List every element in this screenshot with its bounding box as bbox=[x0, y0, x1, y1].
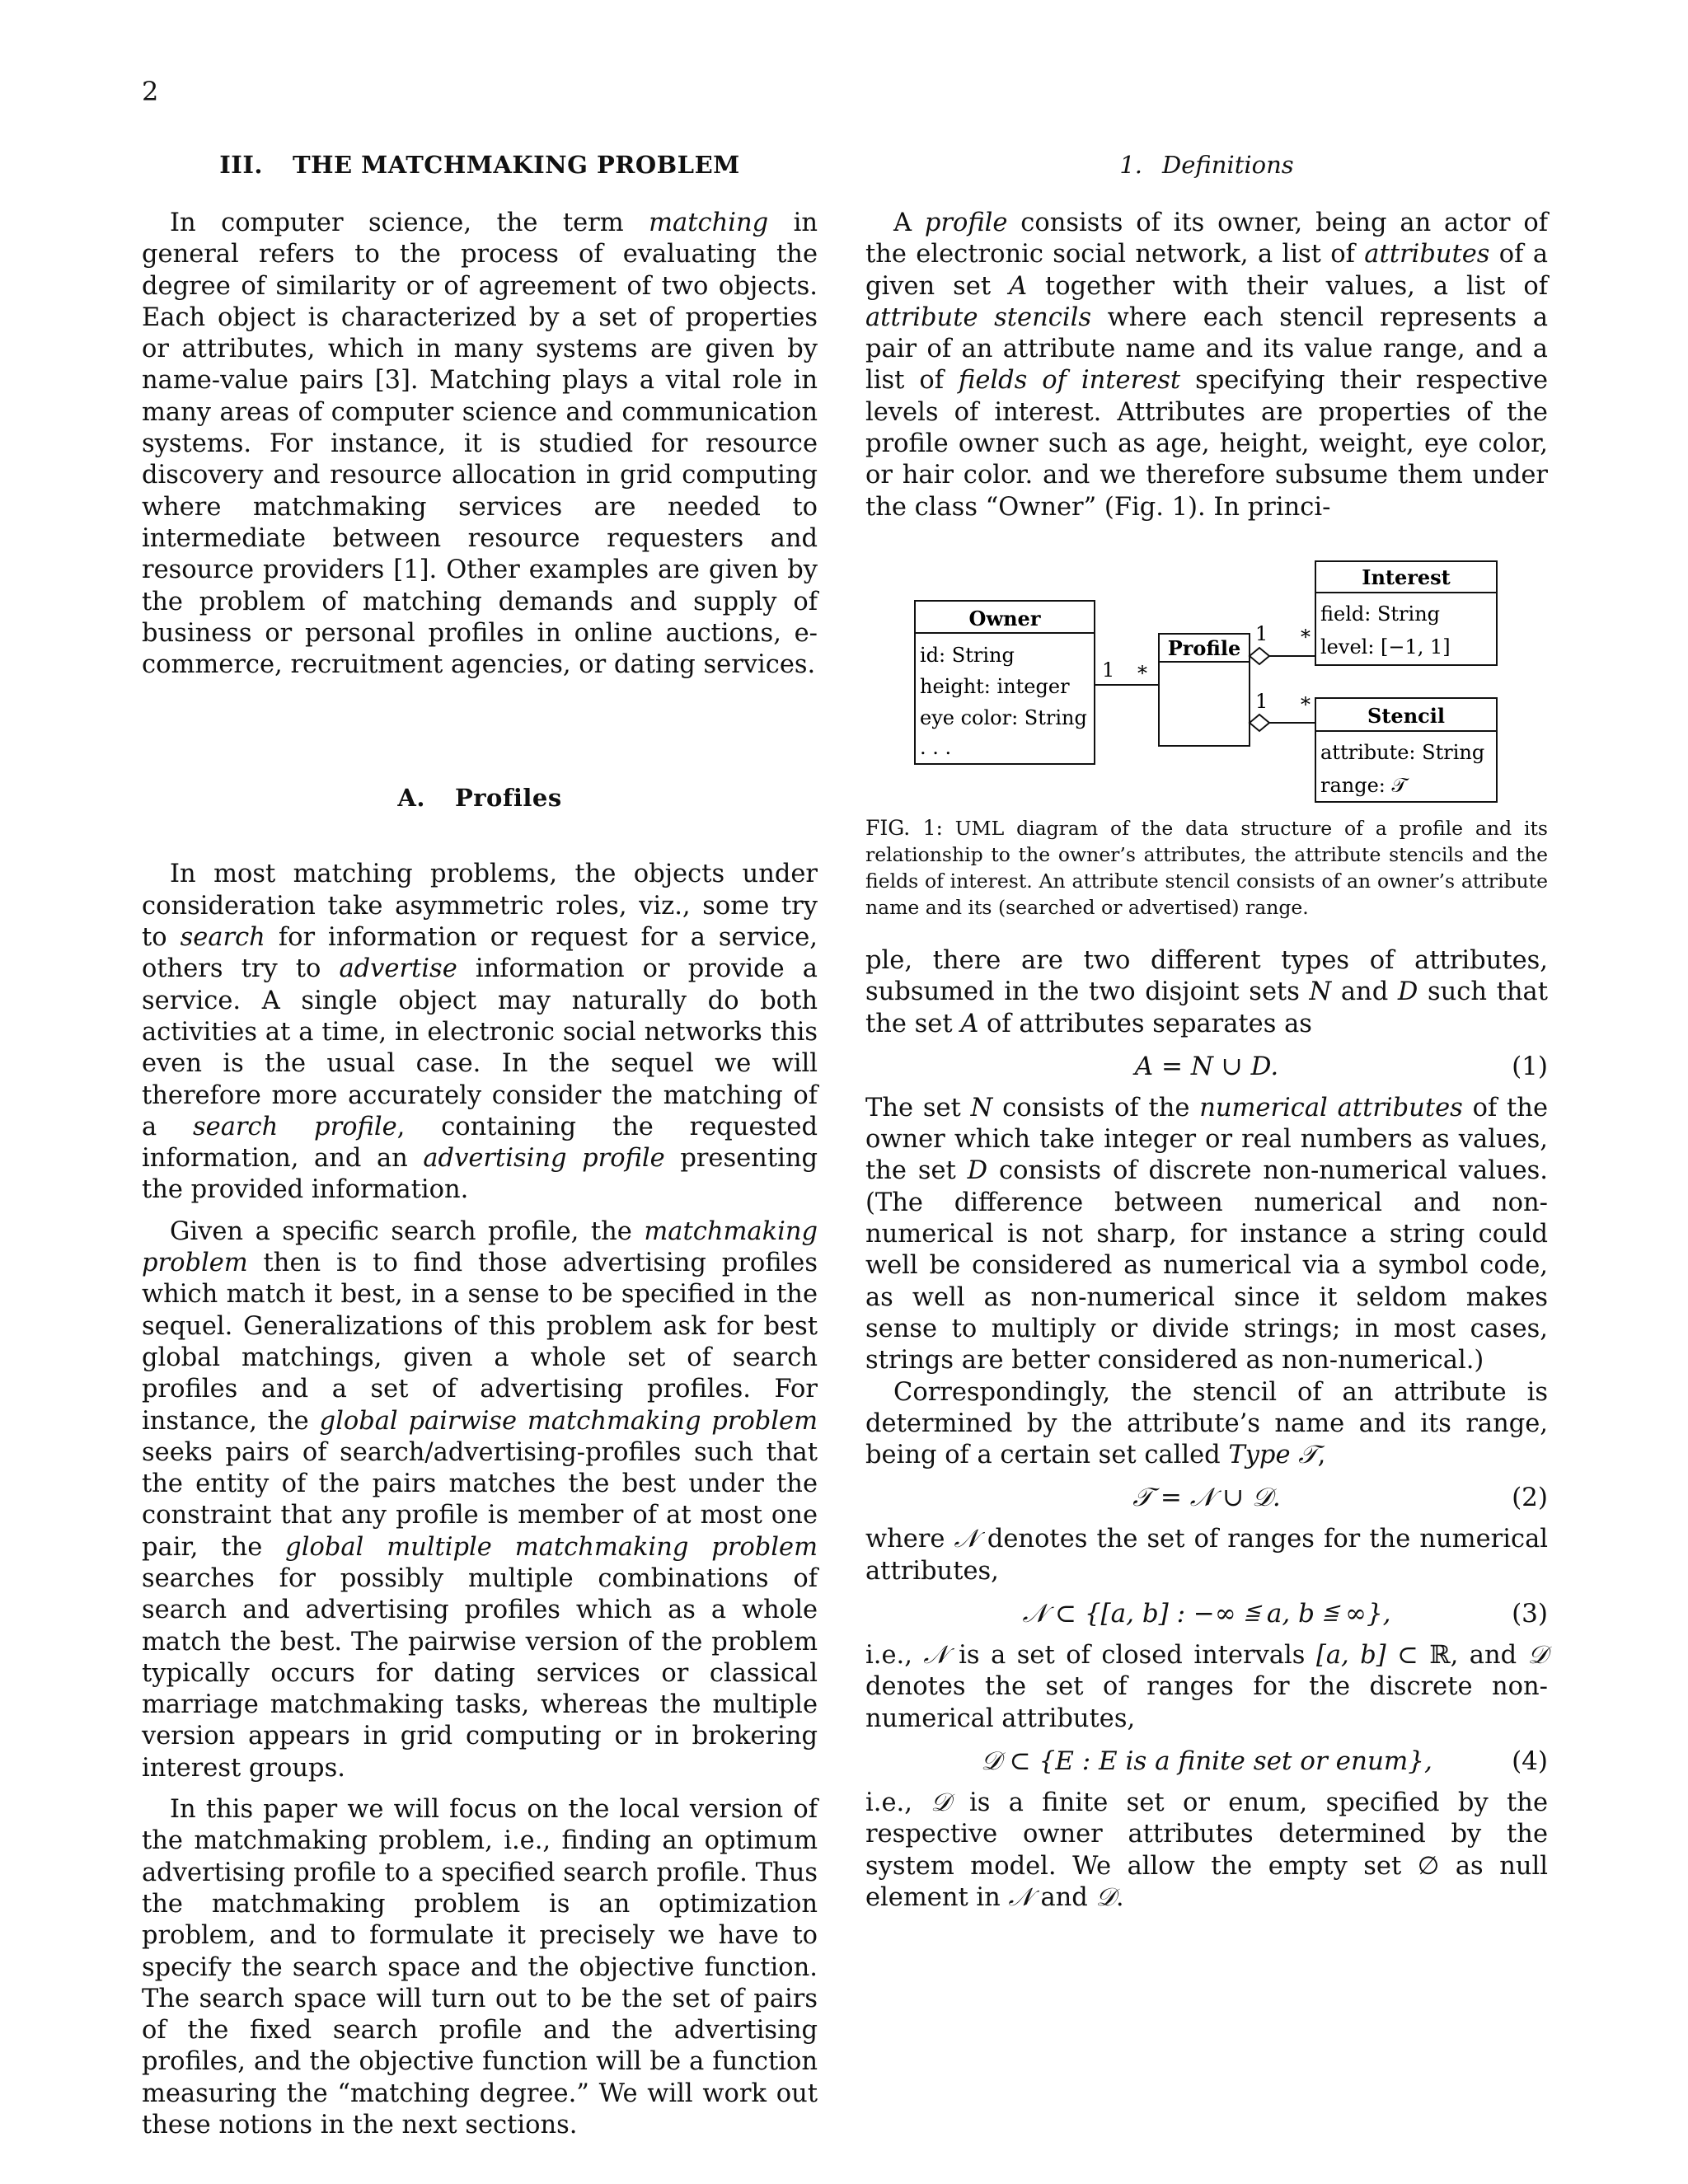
subsection-number: A. bbox=[397, 784, 425, 813]
section-number: III. bbox=[219, 151, 263, 179]
equation-2 bbox=[865, 1471, 1548, 1524]
multiplicity-label: 1 bbox=[1255, 689, 1268, 713]
multiplicity-label: * bbox=[1301, 692, 1311, 716]
owner-attr: eye color: String bbox=[920, 705, 1087, 729]
uml-diagram bbox=[865, 535, 1548, 815]
figure-caption bbox=[865, 815, 1548, 921]
equation-3 bbox=[865, 1587, 1548, 1640]
paragraph-roles: In most matching problems, the objects under consideration take asymmetric roles, viz., some try to search for information or request for a service, others try to advertise information or provide a service. A single object may naturally do both activities at a time, in electronic social networks this even is the usual case. In the sequel we will therefore more accurately consider the matching of a search profile, containing the requested information, and an advertising profile presenting the provided information. bbox=[142, 860, 818, 1205]
subsubsection-heading bbox=[865, 140, 1548, 190]
uml-figure bbox=[865, 535, 1548, 815]
interest-class-title: Interest bbox=[1362, 565, 1451, 589]
stencil-attr: range: 𝒯 bbox=[1320, 773, 1407, 797]
profile-class-title: Profile bbox=[1167, 635, 1241, 660]
equation-body: A = N ∪ D. bbox=[1134, 1051, 1279, 1081]
caption-text: UML diagram of the data structure of a profile and its relationship to the owner’s attributes, the attribute stencils and the fields of interest. An attribute stencil consists of an owner’s attribute name and its (searched or advertised) range. bbox=[865, 816, 1548, 919]
paragraph-intro: In computer science, the term matching in general refers to the process of evaluating the degree of similarity or of agreement of two objects. Each object is characterized by a set of properties or attributes, which in many systems are given by name-value pairs [3]. Matching plays a vital role in many areas of computer science and communication systems. For instance, it is studied for resource discovery and resource allocation in grid computing where matchmaking services are needed to intermediate between resource requesters and resource providers [1]. Other examples are given by the problem of matching demands and supply of business or personal profiles in online auctions, e-commerce, recruitment agencies, or dating services. bbox=[142, 209, 818, 680]
paragraph-profile-definition: A profile consists of its owner, being an actor of the electronic social network, a list of attributes of a given set A together with their values, a list of attribute stencils where each stencil represents a pair of an attribute name and its value range, and a list of fields of interest specifying their respective levels of interest. Attributes are properties of the profile owner such as age, height, weight, eye color, or hair color. and we therefore subsume them under the class “Owner” (Fig. 1). In princi- bbox=[865, 209, 1549, 522]
interest-attr: level: [−1, 1] bbox=[1320, 635, 1451, 658]
stencil-class-title: Stencil bbox=[1367, 703, 1445, 728]
owner-class-title: Owner bbox=[968, 606, 1041, 630]
page-number: 2 bbox=[142, 76, 159, 107]
left-column bbox=[142, 140, 818, 2141]
equation-body: 𝒟 ⊂ {E : E is a finite set or enum}, bbox=[981, 1746, 1432, 1776]
aggregation-diamond bbox=[1250, 648, 1269, 664]
subsection-title: Profiles bbox=[454, 784, 562, 813]
subsubsection-number: 1. bbox=[1119, 151, 1142, 179]
equation-number: (1) bbox=[1512, 1051, 1548, 1081]
paragraph-focus: In this paper we will focus on the local version of the matchmaking problem, i.e., finding an optimum advertising profile to a specified search profile. Thus the matchmaking problem is an optimization problem, and to formulate it precisely we have to specify the search space and the objective function. The search space will turn out to be the set of pairs of the fixed search profile and the advertising profiles, and the objective function will be a function measuring the “matching degree.” We will work out these notions in the next sections. bbox=[142, 1795, 818, 2140]
paragraph-numerical-ranges: where 𝒩 denotes the set of ranges for the numerical attributes, bbox=[865, 1525, 1549, 1586]
paragraph-matchmaking-problem: Given a specific search profile, the matchmaking problem then is to find those advertising profiles which match it best, in a sense to be specified in the sequel. Generalizations of this problem ask for best global matchings, given a whole set of search profiles and a set of advertising profiles. For instance, the global pairwise matchmaking problem seeks pairs of search/advertising-profiles such that the entity of the pairs matches the best under the constraint that any profile is member of at most one pair, the global multiple matchmaking problem searches for possibly multiple combinations of search and advertising profiles which as a whole match the best. The pairwise version of the problem typically occurs for dating services or classical marriage matchmaking tasks, whereas the multiple version appears in grid computing or in brokering interest groups. bbox=[142, 1216, 818, 1783]
paragraph-numerical-attributes: The set N consists of the numerical attributes of the owner which take integer or real numbers as values, the set D consists of discrete non-numerical values. (The difference between numerical and non-numerical is not sharp, for instance a string could well be considered as numerical via a symbol code, as well as non-numerical since it seldom makes sense to multiply or divide strings; in most cases, strings are better considered as non-numerical.) bbox=[865, 1093, 1548, 1376]
equation-number: (4) bbox=[1512, 1746, 1548, 1776]
equation-1 bbox=[865, 1040, 1548, 1093]
owner-attr: height: integer bbox=[920, 674, 1070, 698]
interest-attr: field: String bbox=[1320, 602, 1441, 626]
equation-number: (2) bbox=[1512, 1483, 1548, 1513]
aggregation-diamond bbox=[1250, 715, 1269, 731]
paragraph-stencil-type: Correspondingly, the stencil of an attribute is determined by the attribute’s name and its range, being of a certain set called Type 𝒯, bbox=[865, 1377, 1548, 1470]
multiplicity-label: * bbox=[1137, 661, 1147, 685]
multiplicity-label: 1 bbox=[1102, 658, 1115, 682]
stencil-attr: attribute: String bbox=[1320, 740, 1485, 764]
equation-number: (3) bbox=[1512, 1599, 1548, 1629]
caption-label: FIG. 1: bbox=[865, 815, 943, 840]
owner-attr: id: String bbox=[920, 643, 1015, 667]
multiplicity-label: * bbox=[1301, 625, 1311, 649]
right-column bbox=[865, 140, 1548, 1914]
section-heading bbox=[142, 140, 818, 190]
paragraph-attribute-types: ple, there are two different types of attributes, subsumed in the two disjoint sets N and D such that the set A of attributes separates as bbox=[865, 945, 1548, 1038]
subsection-heading bbox=[142, 773, 818, 823]
subsubsection-title: Definitions bbox=[1162, 151, 1294, 179]
equation-4 bbox=[865, 1735, 1548, 1788]
owner-attr: . . . bbox=[920, 735, 952, 759]
equation-body: 𝒩 ⊂ {[a, b] : −∞ ≦ a, b ≦ ∞}, bbox=[1022, 1599, 1391, 1629]
section-title: THE MATCHMAKING PROBLEM bbox=[293, 151, 740, 179]
paragraph-discrete-ranges: i.e., 𝒩 is a set of closed intervals [a, b] ⊂ ℝ, and 𝒟 denotes the set of ranges for the discrete non-numerical attributes, bbox=[865, 1641, 1548, 1733]
paragraph-finite-set: i.e., 𝒟 is a finite set or enum, specified by the respective owner attributes determined by the system model. We allow the empty set ∅ as null element in 𝒩 and 𝒟. bbox=[865, 1788, 1548, 1912]
multiplicity-label: 1 bbox=[1255, 621, 1268, 645]
equation-body: 𝒯 = 𝒩 ∪ 𝒟. bbox=[1132, 1483, 1281, 1513]
